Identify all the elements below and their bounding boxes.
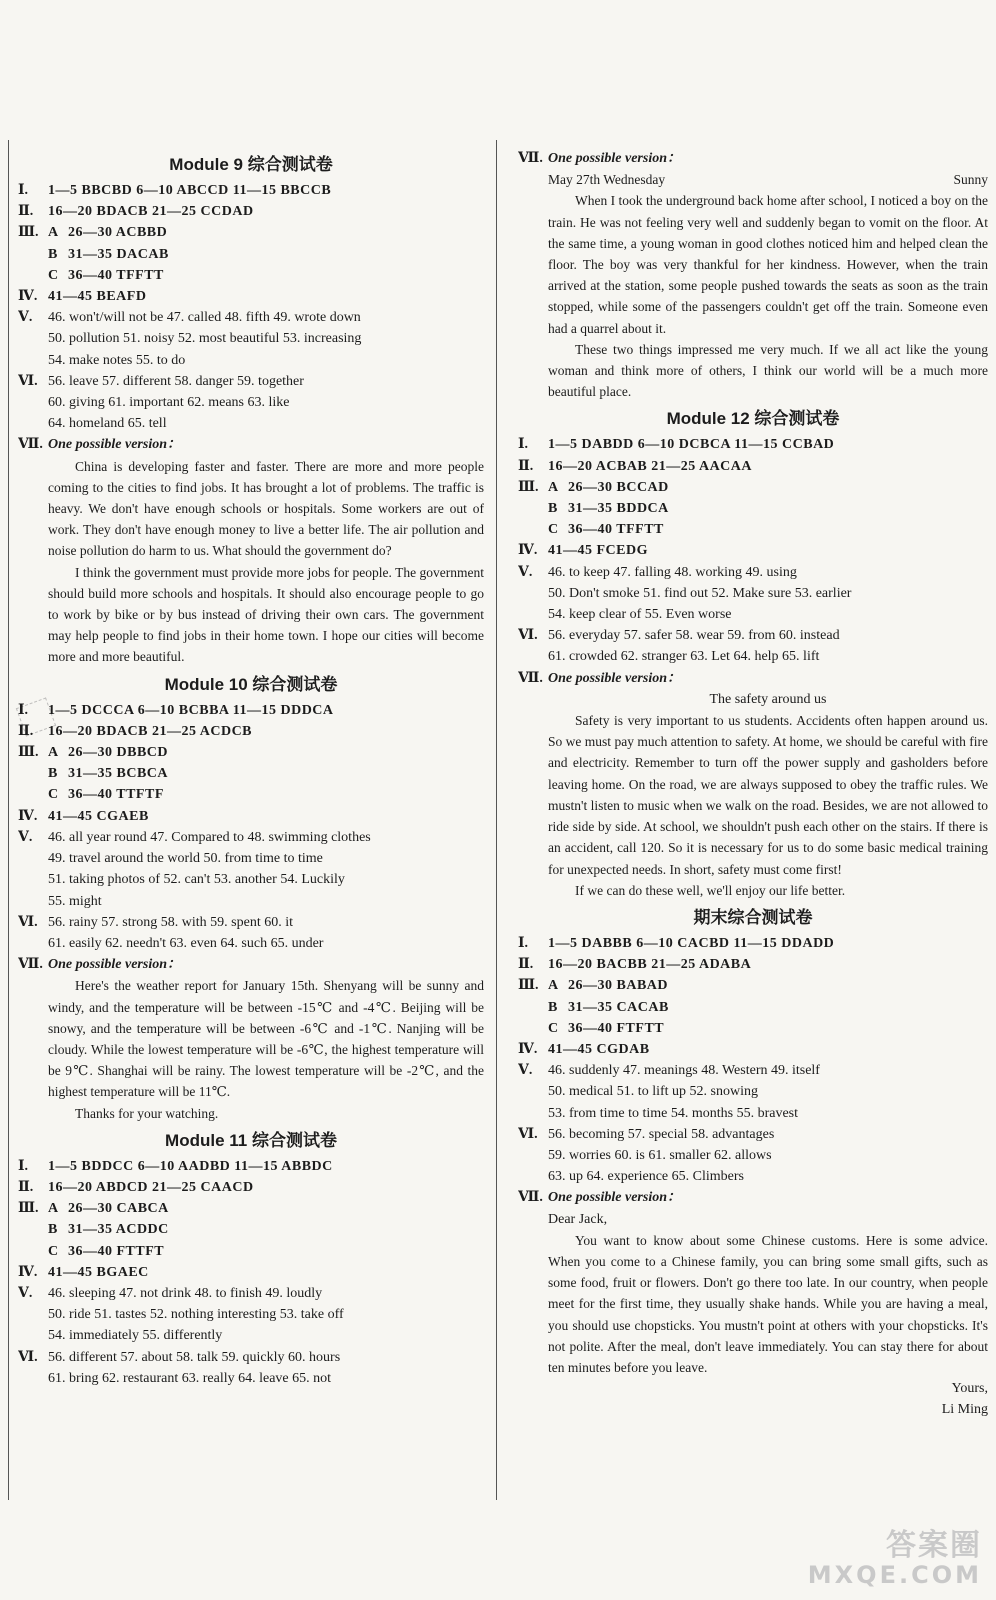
- essay-paragraph: Here's the weather report for January 15th. Shenyang will be sunny and windy, and the temperature will be between -15℃ and -4℃. Beijing will be snowy, and the temperature will be between -6℃ and -1℃. Nanjing will be cloudy. While the lowest temperature will be -6℃, the highest temperature will be 9℃. Shanghai will be rainy. The lowest temperature will be -2℃, and the highest temperature will be 11℃.: [48, 978, 484, 1100]
- essay-paragraph: You want to know about some Chinese customs. Here is some advice. When you come to a Chinese family, you can bring some small gifts, such as some food, fruit or flowers. Don't go there too late. In our country, when people meet for the first time, they usually shake hands. While you are having a meal, you should use chopsticks. You mustn't point at others with your chopsticks. It's not polite. After the meal, don't leave immediately. You can stay there for about ten minutes before you leave.: [548, 1232, 988, 1375]
- answer-line: 50. ride 51. tastes 52. nothing interesting 53. take off: [48, 1307, 344, 1323]
- answer-line: 61. crowded 62. stranger 63. Let 64. help 65. lift: [548, 649, 820, 665]
- answer-line: Ⅰ. 1—5 BBCBD 6—10 ABCCD 11—15 BBCCB: [18, 183, 332, 198]
- answer-line: 54. immediately 55. differently: [48, 1328, 223, 1344]
- answer-line: Ⅲ. A 26—30 BABAD: [518, 978, 669, 994]
- answer-line: Ⅴ. 46. sleeping 47. not drink 48. to finish 49. loudly: [18, 1285, 323, 1301]
- answer-line: Ⅳ. 41—45 CGAEB: [18, 808, 149, 824]
- answer-line: B 31—35 BCBCA: [48, 766, 169, 782]
- essay-text: [518, 1230, 988, 1378]
- answer-line: B 31—35 BDDCA: [548, 501, 669, 517]
- diary-header: [518, 169, 988, 190]
- letter-greeting: Dear Jack,: [548, 1211, 608, 1227]
- answer-line: C 36—40 FTTFT: [48, 1243, 165, 1259]
- answer-line: Ⅱ. 16—20 BDACB 21—25 ACDCB: [18, 723, 253, 739]
- essay-label: Ⅶ. One possible version：: [518, 151, 681, 166]
- essay-label: Ⅶ. One possible version：: [518, 1190, 681, 1206]
- answer-line: Ⅴ. 46. to keep 47. falling 48. working 49. using: [518, 564, 797, 580]
- answer-line: 54. keep clear of 55. Even worse: [548, 607, 732, 623]
- column-divider: [496, 140, 497, 1500]
- essay-paragraph: If we can do these well, we'll enjoy our life better.: [575, 882, 846, 898]
- module-9-title: Module 9 综合测试卷: [169, 155, 333, 174]
- answer-line: Ⅲ. A 26—30 DBBCD: [18, 745, 169, 761]
- module-12-title: Module 12 综合测试卷: [666, 409, 840, 429]
- essay-text: [518, 710, 988, 901]
- essay-paragraph: Thanks for your watching.: [75, 1105, 219, 1121]
- answer-line: 63. up 64. experience 65. Climbers: [548, 1169, 744, 1185]
- letter-signature: Li Ming: [941, 1402, 988, 1418]
- answer-line: 50. Don't smoke 51. find out 52. Make sure 53. earlier: [548, 585, 852, 601]
- answer-line: C 36—40 TFFTT: [548, 522, 664, 538]
- answer-line: 50. pollution 51. noisy 52. most beautiful 53. increasing: [48, 331, 362, 347]
- answer-line: Ⅵ. 56. rainy 57. strong 58. with 59. spent 60. it: [18, 914, 293, 930]
- answer-line: B 31—35 DACAB: [48, 246, 169, 262]
- essay-label: Ⅶ. One possible version：: [18, 957, 181, 973]
- answer-line: Ⅳ. 41—45 BGAEC: [18, 1264, 149, 1280]
- answer-line: Ⅲ. A 26—30 BCCAD: [518, 479, 669, 495]
- answer-line: 64. homeland 65. tell: [48, 416, 167, 432]
- answer-line: Ⅴ. 46. suddenly 47. meanings 48. Western 49. itself: [518, 1063, 820, 1079]
- answer-line: 55. might: [48, 893, 102, 909]
- answer-line: Ⅳ. 41—45 FCEDG: [518, 543, 648, 559]
- answer-line: Ⅰ. 1—5 DABBB 6—10 CACBD 11—15 DDADD: [518, 935, 835, 951]
- letter-closing: Yours,: [951, 1381, 988, 1397]
- diary-date: May 27th Wednesday: [548, 172, 666, 188]
- final-test-title: 期末综合测试卷: [693, 907, 813, 927]
- answer-line: 54. make notes 55. to do: [48, 352, 186, 368]
- watermark-url: MXQE.COM: [807, 1561, 982, 1589]
- answer-line: C 36—40 FTFTT: [548, 1020, 665, 1036]
- answer-line: Ⅳ. 41—45 BEAFD: [18, 289, 147, 305]
- left-margin-rule: [8, 140, 9, 1500]
- answer-line: 53. from time to time 54. months 55. bravest: [548, 1105, 799, 1121]
- answer-line: Ⅰ. 1—5 DCCCA 6—10 BCBBA 11—15 DDDCA: [18, 702, 334, 718]
- essay-paragraph: Safety is very important to us students. Accidents often happen around us. So we must pay much attention to safety. At home, we should be careful with fire and electricity. Remember to turn off the power supply and gasholders before leaving home. On the road, we are always supposed to obey the traffic rules. We mustn't listen to music when we walk on the road. Besides, we are not allowed to ride side by side. At school, we shouldn't push each other on the stairs. If there is an accident, call 120. So it is necessary for us to do some basic medical training for unexpected needs. In short, safety must come first!: [548, 713, 988, 877]
- essay-paragraph: I think the government must provide more jobs for people. The government should build more schools and hospitals. It should also encourage people to go to work by bike or by bus instead of driving their own cars. The government may help people to find jobs in their home town. I hope our cities will become more and more beautiful.: [48, 564, 484, 665]
- watermark-text: 答案圈: [886, 1528, 982, 1563]
- answer-line: Ⅲ. A 26—30 CABCA: [18, 1201, 169, 1217]
- essay-text: [18, 456, 484, 668]
- answer-line: Ⅴ. 46. all year round 47. Compared to 48. swimming clothes: [18, 829, 371, 845]
- answer-line: C 36—40 TFFTT: [48, 267, 164, 283]
- answer-line: Ⅲ. A 26—30 ACBBD: [18, 225, 168, 241]
- answer-line: B 31—35 ACDDC: [48, 1222, 169, 1238]
- essay-heading: The safety around us: [709, 691, 827, 707]
- answer-line: Ⅰ. 1—5 DABDD 6—10 DCBCA 11—15 CCBAD: [518, 437, 835, 453]
- answer-line: Ⅵ. 56. different 57. about 58. talk 59. quickly 60. hours: [18, 1349, 341, 1365]
- left-column: [18, 148, 484, 1389]
- diary-weather: Sunny: [953, 172, 988, 188]
- answer-line: Ⅱ. 16—20 ACBAB 21—25 AACAA: [518, 458, 753, 474]
- essay-paragraph: When I took the underground back home after school, I noticed a boy on the train. He was not feeling very well and suddenly began to vomit on the floor. At the same time, a young woman in good clothes noticed him and helped clean the floor. The boy was very thankful for her kindness. However, when the train arrived at the station, some people pushed towards the seats as soon as the train stopped, while some of the passengers couldn't get off the train. Someone even had a quarrel about it.: [548, 193, 988, 336]
- essay-text: [18, 975, 484, 1123]
- answer-line: 49. travel around the world 50. from time to time: [48, 851, 323, 867]
- module-10-title: Module 10 综合测试卷: [164, 674, 338, 694]
- essay-label: Ⅶ. One possible version：: [18, 437, 181, 453]
- essay-paragraph: These two things impressed me very much. If we all act like the young woman and think more of others, I think our world will be a much more beautiful place.: [548, 341, 988, 400]
- answer-line: Ⅰ. 1—5 BDDCC 6—10 AADBD 11—15 ABBDC: [18, 1158, 333, 1174]
- answer-line: Ⅱ. 16—20 ABDCD 21—25 CAACD: [18, 1179, 254, 1195]
- essay-text: [518, 190, 988, 402]
- watermark-logo: [792, 1530, 982, 1590]
- answer-line: 60. giving 61. important 62. means 63. like: [48, 395, 290, 411]
- answer-line: Ⅵ. 56. everyday 57. safer 58. wear 59. from 60. instead: [518, 628, 840, 644]
- answer-line: Ⅱ. 16—20 BACBB 21—25 ADABA: [518, 957, 752, 973]
- answer-line: 51. taking photos of 52. can't 53. another 54. Luckily: [48, 872, 345, 888]
- answer-line: 61. bring 62. restaurant 63. really 64. leave 65. not: [48, 1370, 332, 1386]
- answer-line: 61. easily 62. needn't 63. even 64. such 65. under: [48, 935, 324, 951]
- essay-paragraph: China is developing faster and faster. There are more and more people coming to the cities to find jobs. It has brought a lot of problems. The traffic is heavy. We don't have enough schools or hospitals. Some workers are out of work. They don't have enough money to live a better life. The air pollution and noise pollution do harm to us. What should the government do?: [48, 458, 484, 559]
- answer-line: 59. worries 60. is 61. smaller 62. allows: [548, 1147, 772, 1163]
- answer-line: C 36—40 TTFTF: [48, 787, 164, 803]
- answer-line: B 31—35 CACAB: [548, 999, 669, 1015]
- answer-line: Ⅱ. 16—20 BDACB 21—25 CCDAD: [18, 204, 254, 220]
- answer-line: Ⅵ. 56. leave 57. different 58. danger 59. together: [18, 373, 304, 389]
- right-column: [518, 148, 988, 1421]
- essay-label: Ⅶ. One possible version：: [518, 670, 681, 686]
- answer-line: 50. medical 51. to lift up 52. snowing: [548, 1084, 758, 1100]
- answer-line: Ⅴ. 46. won't/will not be 47. called 48. fifth 49. wrote down: [18, 310, 361, 326]
- answer-line: Ⅳ. 41—45 CGDAB: [518, 1041, 650, 1057]
- answer-line: Ⅵ. 56. becoming 57. special 58. advantages: [518, 1126, 775, 1142]
- module-11-title: Module 11 综合测试卷: [165, 1130, 337, 1150]
